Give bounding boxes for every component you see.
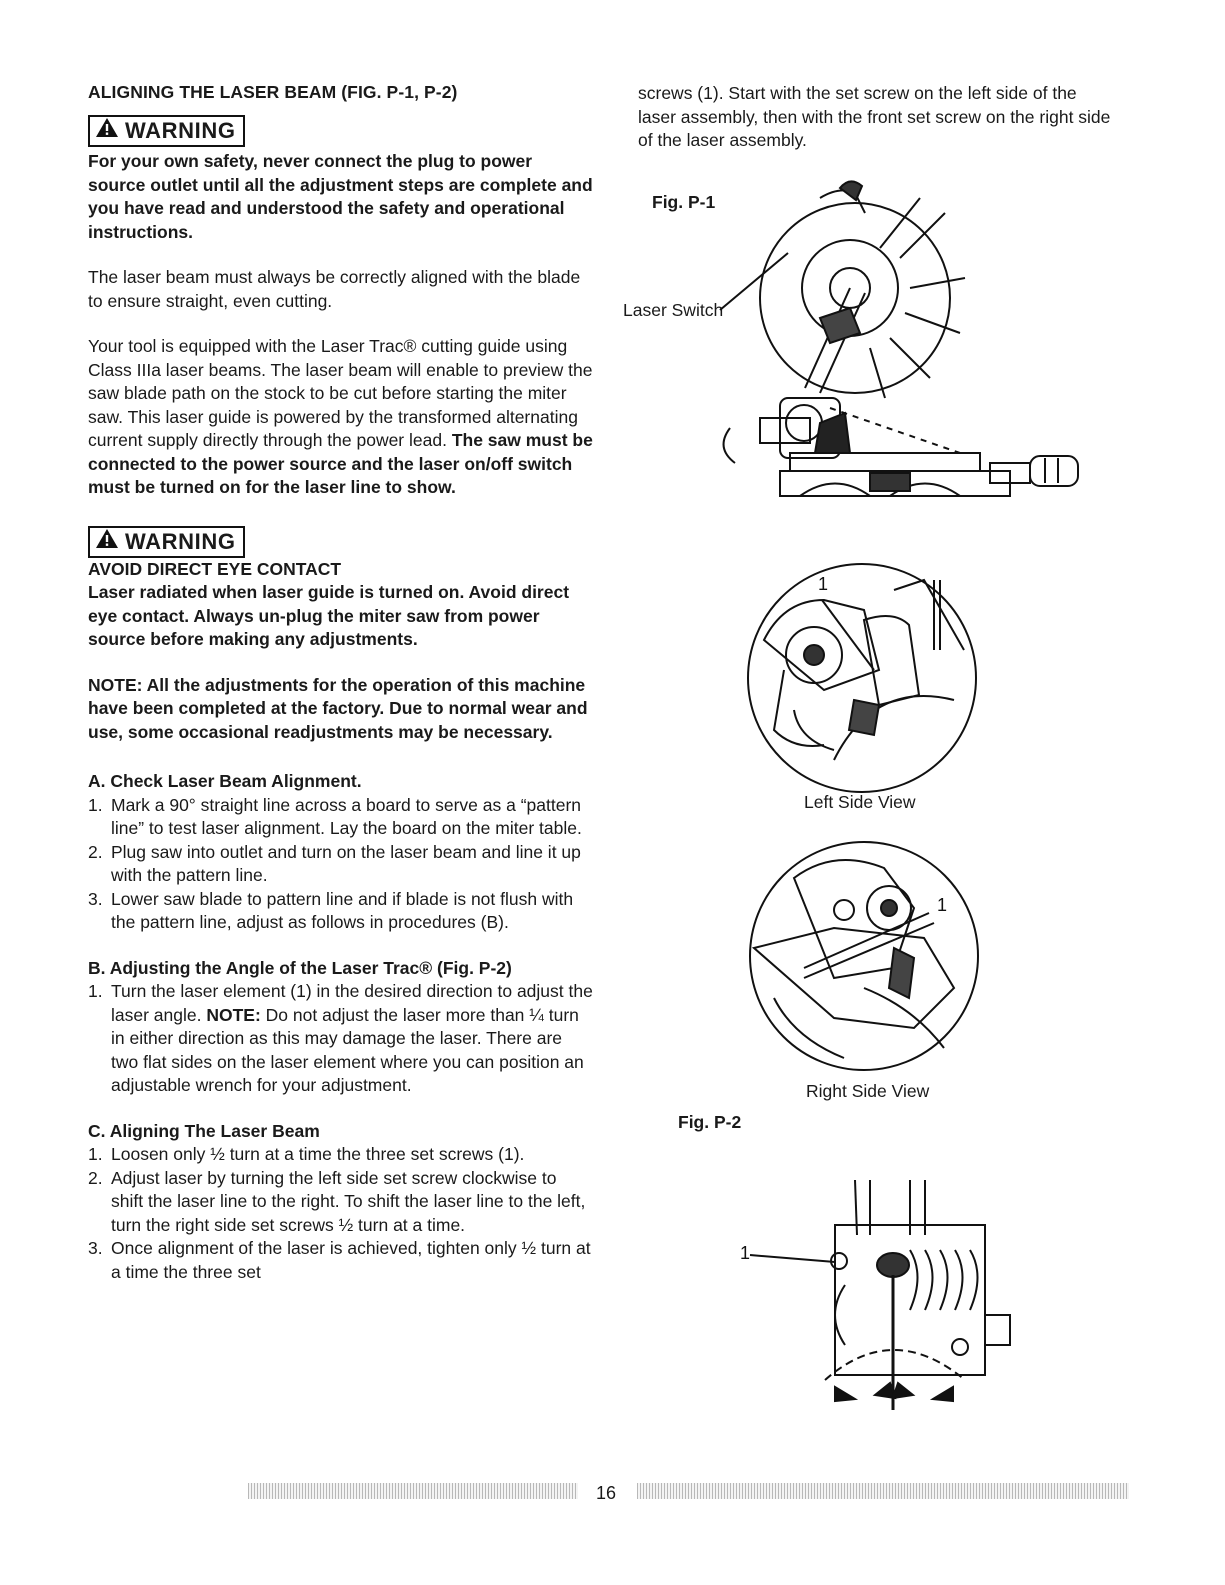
right-side-view-caption: Right Side View — [806, 1081, 930, 1101]
section-c-title: C. Aligning The Laser Beam — [88, 1120, 320, 1141]
warning-2-text: Laser radiated when laser guide is turned on. Avoid direct eye contact. Always un-plug the miter saw from power source before making any adjustments. — [88, 582, 570, 649]
callout-1: 1 — [818, 574, 829, 594]
section-a-title: A. Check Laser Beam Alignment. — [88, 771, 362, 791]
warning-label-1: WARNING — [88, 115, 245, 147]
warning-1-text: For your own safety, never connect the plug to power source outlet until all the adjustment steps are complete and you have read and understood the safety and operational instructions. — [88, 151, 593, 242]
factory-note: NOTE: All the adjustments for the operation of this machine have been completed at the factory. Due to normal wear and use, some occasional readjustments may be necessary. — [88, 674, 588, 742]
list-item: 1. Mark a 90° straight line across a board to serve as a “pattern line” to test laser alignment. Lay the board on the miter table. — [88, 794, 582, 838]
continuation-paragraph: screws (1). Start with the set screw on the left side of the laser assembly, then with the front set screw on the right side of the laser assembly. — [638, 83, 1111, 150]
laser-trac-paragraph: Your tool is equipped with the Laser Trac® cutting guide using Class IIIa laser beams. The laser beam will enable to preview the saw blade path on the stock to be cut before starting the miter saw. This laser guide is powered by the transformed alternating current supply directly through the power lead. The saw must be connected to the power source and the laser on/off switch must be turned on for the laser line to show. — [88, 336, 593, 497]
fig-p1-label: Fig. P-1 — [652, 192, 716, 212]
section-b-title: B. Adjusting the Angle of the Laser Trac® (Fig. P-2) — [88, 957, 512, 978]
list-item: 1. Turn the laser element (1) in the desired direction to adjust the laser angle. NOTE: Do not adjust the laser more than ¼ turn in either direction as this may damage the laser. There are two flat sides on the laser element where you can position an adjustable wrench for your adjustment. — [88, 981, 593, 1095]
footer-rule-right — [637, 1483, 1129, 1499]
right-side-view-illustration — [744, 838, 989, 1078]
laser-switch-label: Laser Switch — [623, 300, 724, 320]
laser-element-illustration — [735, 1175, 1020, 1420]
miter-saw-illustration — [700, 178, 1090, 508]
right-column — [638, 82, 1113, 153]
list-item: 3. Once alignment of the laser is achieved, tighten only ½ turn at a time the three set — [88, 1238, 591, 1282]
warning-triangle-icon — [95, 528, 119, 556]
warning-2-title: AVOID DIRECT EYE CONTACT — [88, 558, 342, 579]
left-side-view-caption: Left Side View — [804, 792, 916, 812]
warning-label-2: WARNING — [88, 526, 245, 558]
warning-triangle-icon — [95, 117, 119, 145]
callout-1: 1 — [740, 1243, 751, 1263]
list-item: 2. Plug saw into outlet and turn on the laser beam and line it up with the pattern line. — [88, 841, 581, 885]
intro-paragraph: The laser beam must always be correctly aligned with the blade to ensure straight, even cutting. — [88, 267, 581, 311]
list-item: 1. Loosen only ½ turn at a time the three set screws (1). — [88, 1144, 525, 1164]
list-item: 2. Adjust laser by turning the left side set screw clockwise to shift the laser line to the right. To shift the laser line to the left, turn the right side set screws ½ turn at a time. — [88, 1167, 586, 1235]
list-item: 3. Lower saw blade to pattern line and if blade is not flush with the pattern line, adjust as follows in procedures (B). — [88, 888, 574, 932]
callout-1: 1 — [937, 895, 948, 915]
left-column — [88, 82, 593, 1284]
fig-p2-label: Fig. P-2 — [678, 1112, 742, 1132]
footer-rule-left — [248, 1483, 578, 1499]
page-number: 16 — [596, 1483, 617, 1503]
left-side-view-illustration — [744, 560, 984, 800]
section-heading: ALIGNING THE LASER BEAM (FIG. P-1, P-2) — [88, 82, 458, 102]
